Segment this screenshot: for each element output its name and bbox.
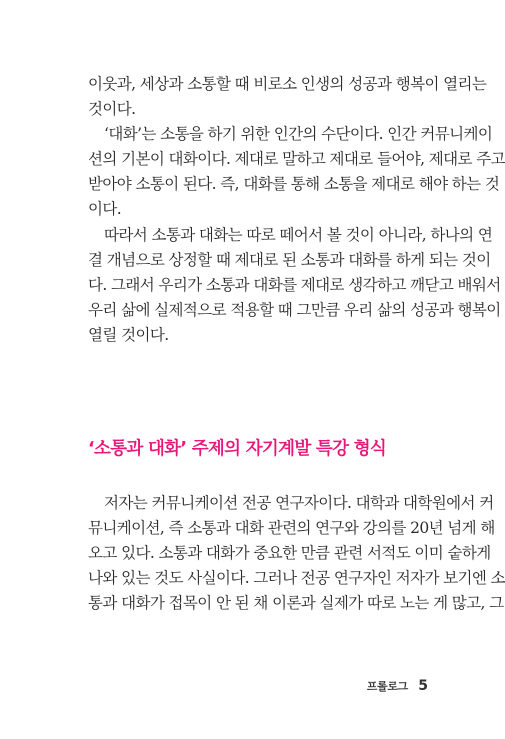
- section-heading: ‘소통과 대화’ 주제의 자기계발 특강 형식: [88, 439, 387, 459]
- text-line: 다. 그래서 우리가 소통과 대화를 제대로 생각하고 깨닫고 배워서: [88, 275, 501, 294]
- text-line: 따라서 소통과 대화는 따로 떼어서 볼 것이 아니라, 하나의 연: [104, 225, 493, 244]
- running-footer-title: 프롤로그: [366, 680, 408, 693]
- body-section-2: [88, 491, 505, 616]
- text-line: 결 개념으로 상정할 때 제대로 된 소통과 대화를 하게 되는 것이: [88, 250, 491, 269]
- text-line: 받아야 소통이 된다. 즉, 대화를 통해 소통을 제대로 해야 하는 것: [88, 175, 500, 194]
- text-line: 이웃과, 세상과 소통할 때 비로소 인생의 성공과 행복이 열리는: [88, 75, 487, 93]
- text-line: ‘대화’는 소통을 하기 위한 인간의 수단이다. 인간 커뮤니케이: [104, 125, 493, 144]
- text-line: 오고 있다. 소통과 대화가 중요한 만큼 관련 서적도 이미 숱하게: [88, 544, 491, 563]
- text-line: 우리 삶에 실제적으로 적용할 때 그만큼 우리 삶의 성공과 행복이: [88, 300, 501, 319]
- text-line: 나와 있는 것도 사실이다. 그러나 전공 연구자인 저자가 보기엔 소: [88, 569, 505, 588]
- page-number: 5: [418, 678, 428, 694]
- text-line: 열릴 것이다.: [88, 325, 169, 344]
- text-line: 션의 기본이 대화이다. 제대로 말하고 제대로 들어야, 제대로 주고: [88, 150, 505, 169]
- text-line: 통과 대화가 접목이 안 된 채 이론과 실제가 따로 노는 게 많고, 그: [88, 594, 504, 613]
- text-line: 저자는 커뮤니케이션 전공 연구자이다. 대학과 대학원에서 커: [104, 494, 494, 512]
- text-line: 이다.: [88, 200, 122, 219]
- text-line: 뮤니케이션, 즉 소통과 대화 관련의 연구와 강의를 20년 넘게 해: [88, 519, 495, 538]
- body-section-1: [88, 72, 505, 348]
- text-line: 것이다.: [88, 100, 136, 119]
